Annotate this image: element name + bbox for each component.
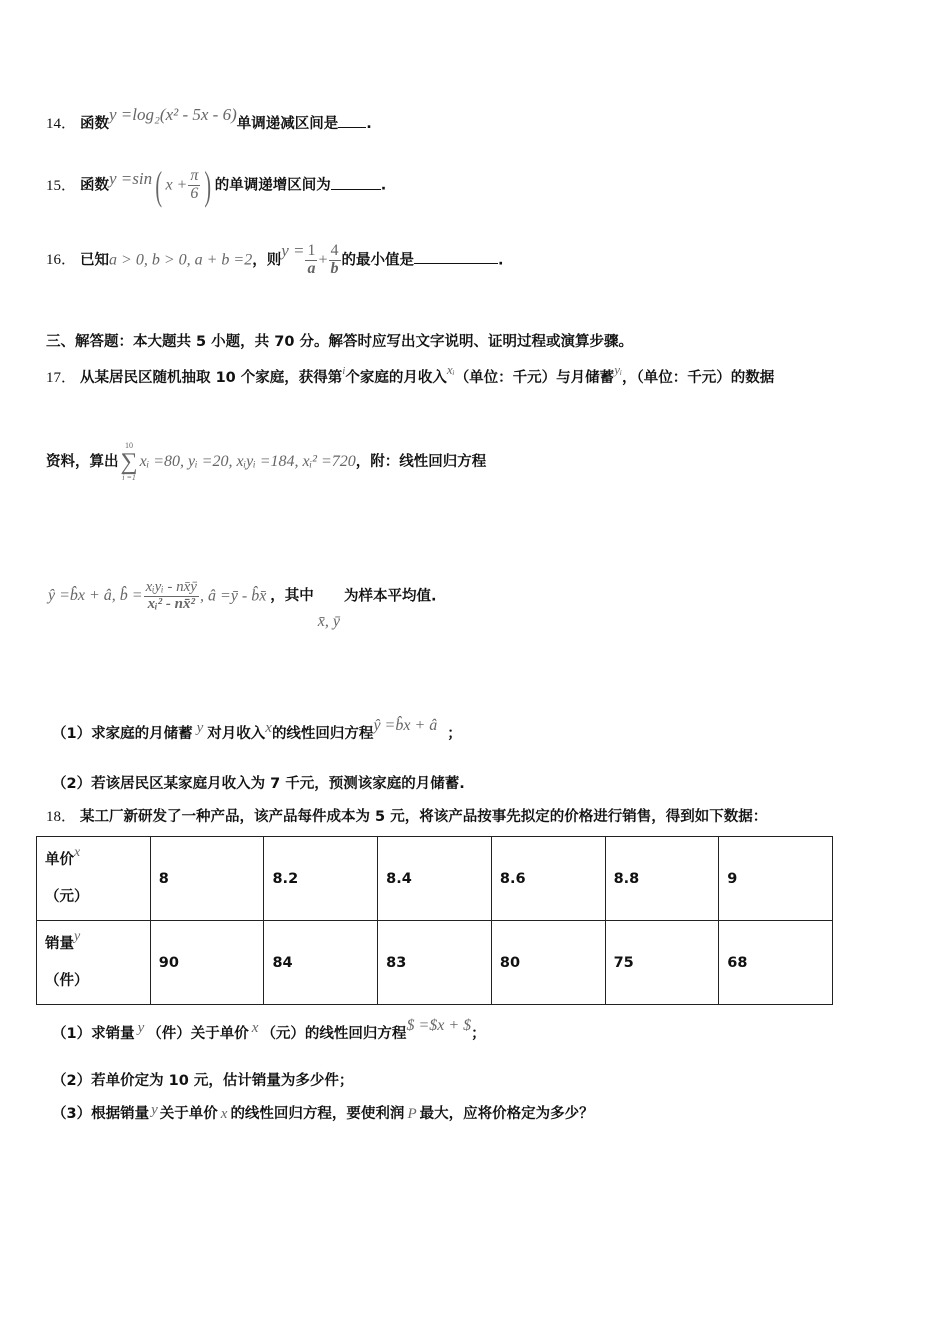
question-18	[46, 805, 767, 826]
formula: y =log₂(x² - 5x - 6)	[109, 105, 237, 124]
sum-upper: 10	[125, 441, 134, 450]
text: .	[380, 177, 387, 194]
text: 为样本平均值.	[344, 588, 437, 605]
paren: )	[204, 163, 212, 208]
table-cell: 8	[150, 837, 264, 921]
fraction	[144, 580, 199, 613]
numerator: xᵢyᵢ - nx̄ȳ	[145, 579, 197, 595]
text: 单价	[45, 852, 74, 869]
section-heading: 三、解答题：本大题共 5 小题，共 70 分。解答时应写出文字说明、证明过程或演算步骤。	[46, 334, 633, 350]
table-cell: 83	[378, 921, 492, 1005]
text: ；	[471, 1026, 486, 1042]
table-header-sales	[37, 921, 151, 1005]
table-header-price	[37, 837, 151, 921]
text: 函数	[80, 116, 110, 132]
text: 最大，应将价格定为多少？	[419, 1106, 594, 1122]
formula: y =	[281, 241, 305, 261]
answer-blank[interactable]	[338, 113, 366, 128]
formula: x	[251, 1020, 259, 1036]
question-17-line2	[46, 442, 486, 482]
text: .	[366, 116, 372, 132]
table-row	[37, 837, 833, 921]
question-15	[46, 162, 386, 209]
question-17-line3	[46, 579, 437, 631]
question-number: 18．	[46, 809, 77, 825]
denominator: xᵢ² - nx̄²	[147, 595, 195, 612]
text: ，其中	[270, 588, 314, 605]
question-number: 15．	[46, 177, 77, 194]
question-16	[46, 243, 504, 278]
text: 的最小值是	[341, 252, 415, 269]
text: （元）的线性回归方程	[261, 1026, 407, 1042]
text: ，附：线性回归方程	[355, 454, 487, 470]
formula: x +	[165, 176, 188, 194]
formula: x	[220, 1106, 228, 1122]
fraction	[305, 243, 317, 278]
table-cell: 8.2	[264, 837, 378, 921]
text: 的线性回归方程，要使利润	[230, 1106, 405, 1122]
text: 对月收入	[207, 726, 266, 742]
table-cell: 84	[264, 921, 378, 1005]
denominator: 6	[190, 185, 199, 202]
text: 关于单价	[159, 1106, 218, 1122]
text: 单调递减区间是	[236, 116, 339, 132]
question-17-line1	[46, 362, 775, 387]
formula: ŷ =b̂x + â, b̂ =	[48, 587, 143, 605]
denominator: b	[330, 259, 339, 277]
formula: xᵢ	[446, 362, 455, 377]
question-18-sub1	[52, 1017, 486, 1043]
text: .	[498, 252, 504, 269]
text: （件）	[45, 972, 89, 989]
text: 个家庭的月收入	[345, 370, 447, 386]
numerator: π	[190, 167, 199, 185]
numerator: 4	[330, 242, 339, 259]
text: 销量	[45, 936, 74, 953]
text: 的线性回归方程	[271, 726, 374, 742]
formula: x	[265, 720, 272, 736]
formula: x̄, ȳ	[317, 613, 340, 631]
text: （1）求销量	[52, 1026, 135, 1042]
text: ，则	[252, 252, 282, 269]
formula: x	[74, 845, 81, 861]
table-cell: 8.4	[378, 837, 492, 921]
text: （件）关于单价	[147, 1026, 249, 1042]
formula: i	[342, 365, 346, 377]
question-number: 17．	[46, 370, 77, 386]
formula: P	[407, 1106, 417, 1122]
answer-blank[interactable]	[331, 175, 381, 190]
text: （元）	[45, 888, 89, 905]
question-18-sub2: （2）若单价定为 10 元，估计销量为多少件；	[52, 1073, 354, 1089]
text: （1）求家庭的月储蓄	[52, 726, 193, 742]
denominator: a	[307, 259, 316, 277]
answer-blank[interactable]	[414, 249, 498, 264]
question-17-sub2: （2）若该居民区某家庭月收入为 7 千元，预测该家庭的月储蓄.	[52, 776, 465, 792]
numerator: 1	[307, 242, 316, 259]
text: 的单调递增区间为	[214, 177, 331, 194]
fraction	[188, 168, 200, 203]
text: （单位：千元）与月储蓄	[454, 370, 615, 386]
text: 从某居民区随机抽取 10 个家庭，获得第	[80, 370, 343, 386]
formula: yᵢ	[614, 362, 623, 377]
text: ；	[447, 726, 462, 742]
formula: xᵢ =80, yᵢ =20, xᵢyᵢ =184, xᵢ² =720	[139, 453, 356, 470]
formula: y	[151, 1102, 158, 1118]
question-17-sub1	[52, 717, 462, 743]
formula: ŷ =b̂x + â	[373, 717, 438, 734]
formula: $ =$x + $	[406, 1017, 472, 1034]
formula: y	[137, 1020, 145, 1036]
formula: y	[74, 929, 81, 945]
data-table	[36, 836, 833, 1005]
question-18-sub3	[52, 1102, 594, 1123]
summation: 10 ∑ i =1	[120, 441, 138, 482]
table-cell: 8.8	[605, 837, 719, 921]
table-cell: 68	[719, 921, 833, 1005]
text: 函数	[80, 177, 110, 194]
question-number: 14．	[46, 116, 77, 132]
plus: +	[318, 251, 328, 269]
formula: , â =ȳ - b̂x̄	[199, 587, 267, 605]
table-cell: 75	[605, 921, 719, 1005]
sum-lower: i =1	[122, 473, 136, 482]
table-row	[37, 921, 833, 1005]
text: 已知	[80, 252, 110, 269]
table-cell: 8.6	[491, 837, 605, 921]
text: ，（单位：千元）的数据	[622, 370, 775, 386]
formula: y	[196, 720, 204, 736]
question-number: 16．	[46, 252, 77, 269]
table-cell: 9	[719, 837, 833, 921]
paren: (	[155, 163, 163, 208]
formula: y =sin	[109, 168, 153, 188]
text: 某工厂新研发了一种产品，该产品每件成本为 5 元，将该产品按事先拟定的价格进行销售，得到如下数据：	[80, 809, 768, 825]
question-14	[46, 105, 372, 133]
text: 资料，算出	[46, 454, 119, 470]
formula: a > 0, b > 0, a + b =2	[109, 251, 253, 269]
fraction	[329, 243, 341, 278]
table-cell: 90	[150, 921, 264, 1005]
table-cell: 80	[491, 921, 605, 1005]
text: （3）根据销量	[52, 1106, 150, 1122]
